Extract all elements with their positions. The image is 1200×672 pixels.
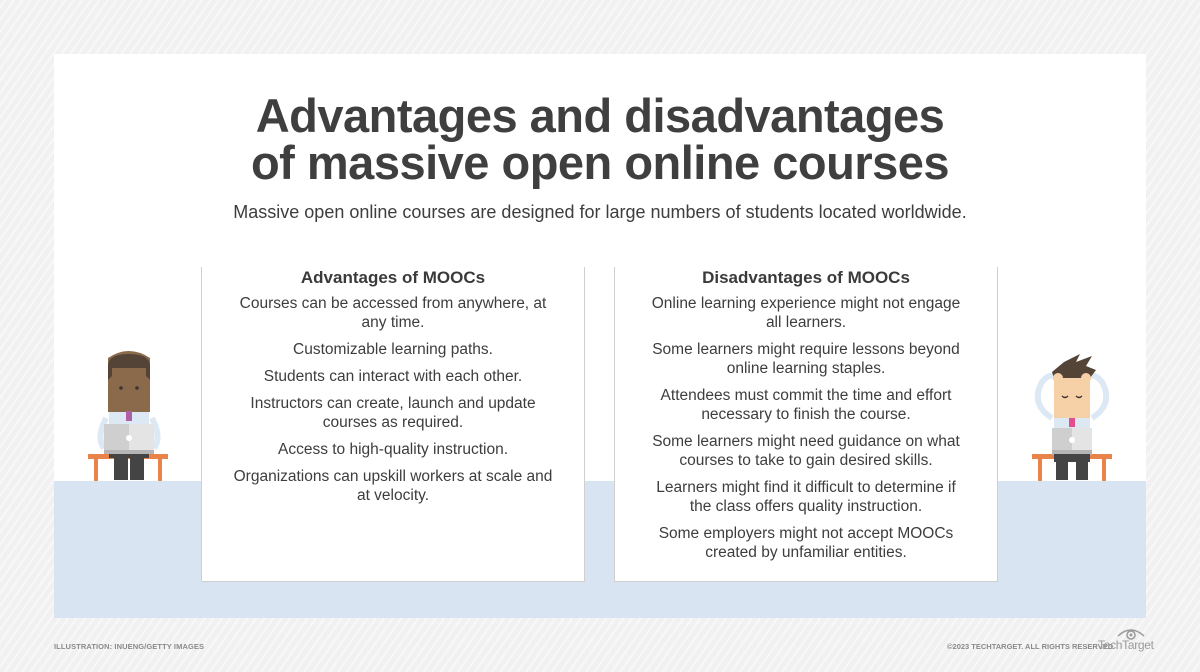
advantage-item: Instructors can create, launch and update courses as required. [250,395,536,431]
relaxed-student-illustration [1024,348,1114,482]
student-laptop-illustration [84,350,174,482]
disadvantage-item: Online learning experience might not engage all learners. [651,295,961,331]
advantages-list [202,294,584,505]
disadvantage-item: Learners might find it difficult to determine if the class offers quality instruction. [656,479,956,515]
disadvantage-item: Some learners might require lessons beyond online learning staples. [652,341,960,377]
disadvantages-card [614,267,998,582]
advantages-heading: Advantages of MOOCs [300,268,486,287]
disadvantage-item: Some employers might not accept MOOCs created by unfamiliar entities. [658,525,954,561]
techtarget-logo: TechTarget [1098,638,1154,652]
illustration-credit: ILLUSTRATION: INUENG/GETTY IMAGES [54,642,205,651]
advantage-item: Courses can be accessed from anywhere, at any time. [239,295,547,331]
advantages-card [201,267,585,582]
copyright: ©2023 TECHTARGET. ALL RIGHTS RESERVED [947,642,1114,651]
title-line-1: Advantages and disadvantages [255,89,945,142]
title-line-2: of massive open online courses [250,136,950,189]
disadvantages-heading: Disadvantages of MOOCs [702,268,910,287]
subtitle: Massive open online courses are designed for large numbers of students located worldwide. [233,202,967,222]
advantage-item: Students can interact with each other. [263,368,523,385]
advantage-item: Customizable learning paths. [293,341,493,358]
disadvantage-item: Attendees must commit the time and effort necessary to finish the course. [660,387,952,423]
advantage-item: Access to high-quality instruction. [277,441,509,458]
advantage-item: Organizations can upskill workers at scale and at velocity. [233,468,553,504]
disadvantage-item: Some learners might need guidance on what courses to take to gain desired skills. [652,433,960,469]
page-title [54,89,1146,189]
disadvantages-list [615,294,997,562]
infographic-panel [54,54,1146,618]
